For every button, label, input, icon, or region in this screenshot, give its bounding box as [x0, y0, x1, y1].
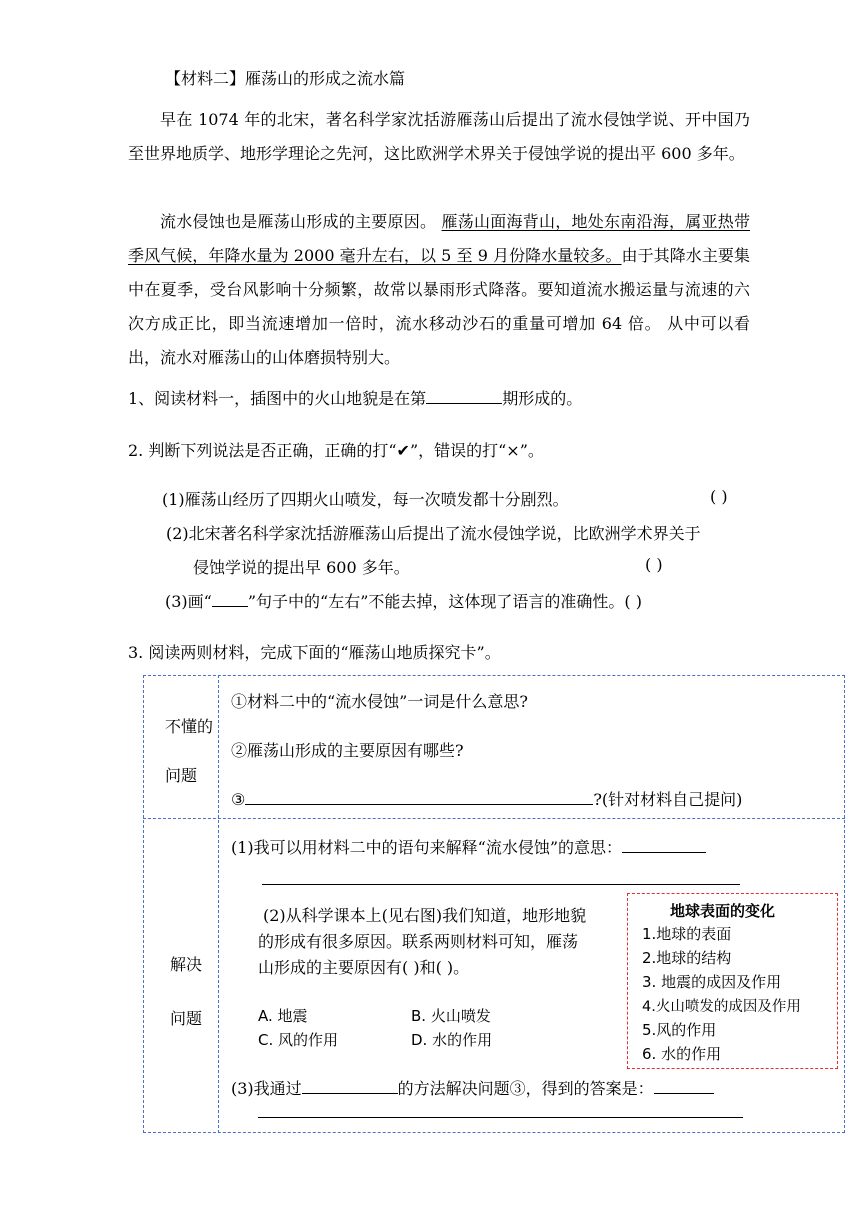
question-2-item-2-line-2: 侵蚀学说的提出早 600 多年。: [193, 558, 410, 577]
option-c[interactable]: C. 风的作用: [258, 1031, 339, 1049]
material2-p2-text-before: 流水侵蚀也是雁荡山形成的主要原因。: [160, 212, 442, 231]
option-b[interactable]: B. 火山喷发: [411, 1007, 491, 1025]
question-2-item-2-line-1: (2)北宋著名科学家沈括游雁荡山后提出了流水侵蚀学说，比欧洲学术界关于: [166, 524, 701, 543]
textbook-contents-item-4: 4.火山喷发的成因及作用: [642, 999, 801, 1015]
card-solve-1-text: (1)我可以用材料二中的语句来解释“流水侵蚀”的意思：: [231, 838, 623, 857]
card-label-solve-2: 问题: [170, 1009, 203, 1028]
card-question-c-blank[interactable]: [245, 788, 593, 805]
textbook-contents-item-1: 1.地球的表面: [642, 925, 732, 943]
card-solve-2-line-3: 山形成的主要原因有( )和( )。: [258, 958, 470, 977]
material2-p2-underlined-sentence: 雁荡山面海背山，地处东南沿海，属亚热带季风气候，年降水量为 2000 毫升左右，以 5 至 9 月份降水量较多。: [128, 212, 750, 265]
question-2-item-3-after: ”句子中的“左右”不能去掉，这体现了语言的准确性。( ): [247, 592, 642, 611]
question-2-item-1: (1)雁荡山经历了四期火山喷发，每一次喷发都十分剧烈。: [162, 490, 569, 509]
question-1-text-after: 期形成的。: [502, 389, 583, 408]
question-1-text-before: 1、阅读材料一，插图中的火山地貌是在第: [128, 389, 427, 408]
question-2-item-3-before: (3)画“: [165, 592, 212, 611]
option-a[interactable]: A. 地震: [258, 1007, 308, 1025]
card-solve-3-after: 的方法解决问题③，得到的答案是：: [397, 1079, 654, 1098]
question-2-item-3-blank[interactable]: [212, 590, 248, 607]
card-solve-3-method-blank[interactable]: [302, 1077, 398, 1094]
question-1-blank[interactable]: [426, 387, 502, 404]
card-horizontal-divider: [143, 818, 845, 819]
card-question-c: [231, 787, 742, 810]
card-question-a: ①材料二中的“流水侵蚀”一词是什么意思?: [231, 692, 528, 711]
card-solve-3-answer-blank[interactable]: [654, 1077, 714, 1094]
material2-p1-text: 早在 1074 年的北宋，著名科学家沈括游雁荡山后提出了流水侵蚀学说、开中国乃至世界地质学、地形学理论之先河，这比欧洲学术界关于侵蚀学说的提出平 600 多年。: [128, 110, 750, 163]
textbook-contents-title: 地球表面的变化: [670, 902, 776, 920]
material2-paragraph-1: [128, 103, 750, 171]
question-3-title: 3. 阅读两则材料，完成下面的“雁荡山地质探究卡”。: [128, 643, 501, 662]
material2-paragraph-2: [128, 205, 750, 375]
card-solve-2-line-1: (2)从科学课本上(见右图)我们知道，地形地貌: [263, 906, 587, 925]
card-label-unknown-questions-1: 不懂的: [165, 717, 214, 736]
textbook-contents-item-3: 3. 地震的成因及作用: [642, 973, 782, 991]
card-vertical-divider: [218, 675, 219, 1133]
card-question-b: ②雁荡山形成的主要原因有哪些?: [231, 741, 464, 760]
question-2-item-1-answer[interactable]: ( ): [710, 487, 728, 506]
card-question-c-suffix: ?(针对材料自己提问): [593, 790, 743, 809]
card-solve-1-blank-line-2[interactable]: [262, 884, 740, 885]
card-solve-1-blank[interactable]: [622, 836, 706, 853]
card-label-unknown-questions-2: 问题: [165, 766, 198, 785]
card-question-c-prefix: ③: [231, 790, 246, 809]
card-solve-2-line-2: 的形成有很多原因。联系两则材料可知，雁荡: [258, 932, 579, 951]
question-2-item-3: [165, 589, 642, 612]
textbook-contents-item-2: 2.地球的结构: [642, 949, 732, 967]
material2-p2-text-after: 由于其降水主要集中在夏季，受台风影响十分频繁，故常以暴雨形式降落。要知道流水搬运量与流速的六次方成正比，即当流速增加一倍时，流水移动沙石的重量可增加 64 倍。 从中可以看出，流水对雁荡山的山体磨损特别大。: [128, 246, 750, 367]
textbook-contents-item-5: 5.风的作用: [642, 1021, 717, 1039]
card-solve-3-blank-line-2[interactable]: [258, 1117, 743, 1118]
question-2-item-2-answer[interactable]: ( ): [645, 555, 663, 574]
card-solve-3: [231, 1076, 714, 1099]
card-solve-1: [231, 835, 706, 858]
textbook-contents-item-6: 6. 水的作用: [642, 1045, 722, 1063]
material2-heading: 【材料二】雁荡山的形成之流水篇: [165, 69, 406, 88]
card-label-solve-1: 解决: [170, 955, 203, 974]
question-2-title: 2. 判断下列说法是否正确，正确的打“✔”，错误的打“×”。: [128, 441, 544, 460]
option-d[interactable]: D. 水的作用: [411, 1031, 493, 1049]
card-solve-3-before: (3)我通过: [231, 1079, 302, 1098]
question-1: [128, 386, 582, 409]
